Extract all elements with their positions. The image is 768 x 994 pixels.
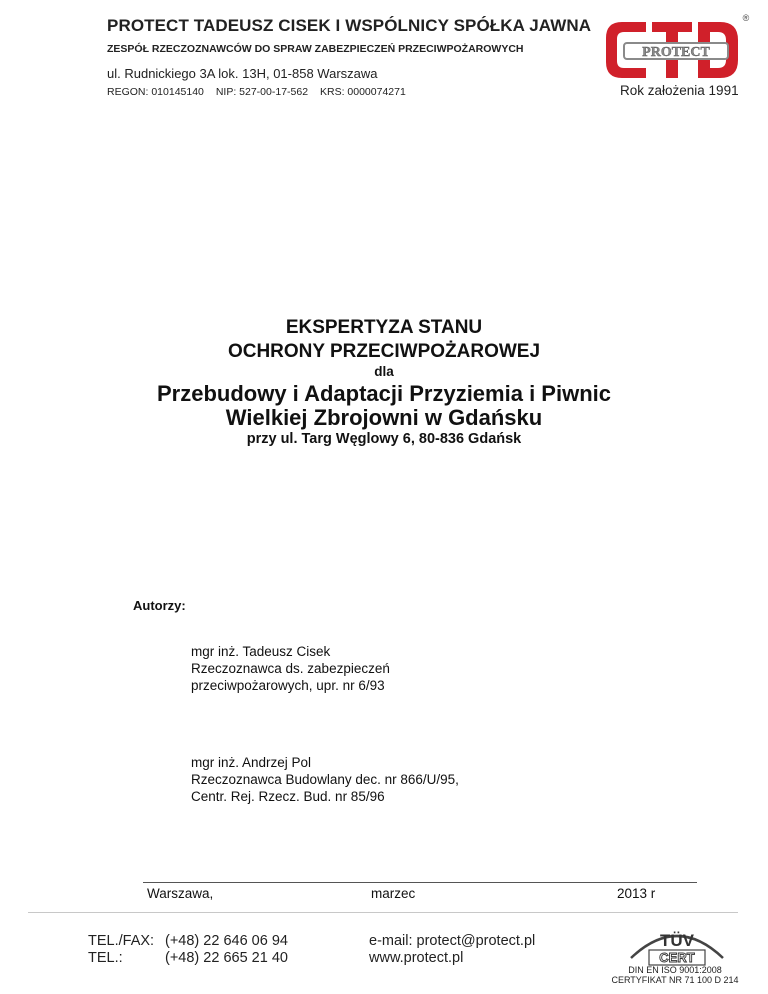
krs-number: KRS: 0000074271 — [319, 86, 406, 98]
company-address: ul. Rudnickiego 3A lok. 13H, 01-858 Warszawa — [107, 66, 378, 81]
document-title-connector: dla — [374, 364, 394, 379]
nip-number: NIP: 527-00-17-562 — [215, 86, 309, 98]
date-year: 2013 r — [617, 886, 656, 901]
place-city: Warszawa, — [147, 886, 214, 901]
author-detail: przeciwpożarowych, upr. nr 6/93 — [191, 678, 385, 693]
website-url: www.protect.pl — [369, 950, 464, 966]
founded-year: Rok założenia 1991 — [620, 83, 739, 98]
tel-label: TEL.: — [88, 950, 123, 966]
telfax-number: (+48) 22 646 06 94 — [165, 933, 288, 949]
author-detail: Centr. Rej. Rzecz. Bud. nr 85/96 — [191, 789, 385, 804]
registered-mark: ® — [742, 13, 750, 23]
regon-number: REGON: 010145140 — [107, 86, 204, 98]
document-title-line-1: EKSPERTYZA STANU — [285, 317, 483, 338]
iso-standard: DIN EN ISO 9001:2008 — [628, 965, 722, 975]
authors-label: Autorzy: — [133, 598, 186, 613]
project-name-line-2: Wielkiej Zbrojowni w Gdańsku — [225, 405, 543, 430]
signature-divider — [143, 882, 697, 883]
company-subtitle: ZESPÓŁ RZECZOZNAWCÓW DO SPRAW ZABEZPIECZEŃ PRZECIWPOŻAROWYCH — [107, 43, 524, 55]
author-name: mgr inż. Andrzej Pol — [191, 755, 312, 770]
project-name-line-1: Przebudowy i Adaptacji Przyziemia i Piwnic — [157, 381, 611, 406]
author-name: mgr inż. Tadeusz Cisek — [191, 644, 331, 659]
author-block — [191, 754, 459, 805]
tuv-logo-bottom: CERT — [659, 950, 695, 965]
email-address: e-mail: protect@protect.pl — [369, 933, 536, 949]
tel-number: (+48) 22 665 21 40 — [165, 950, 288, 966]
company-name: PROTECT TADEUSZ CISEK I WSPÓLNICY SPÓŁKA JAWNA — [107, 16, 592, 35]
logo-text: PROTECT — [642, 45, 710, 60]
author-block — [191, 643, 390, 694]
document-title-line-2: OCHRONY PRZECIWPOŻAROWEJ — [227, 341, 541, 362]
date-month: marzec — [371, 886, 416, 901]
tuv-logo-top: TÜV — [660, 931, 694, 950]
certificate-number: CERTYFIKAT NR 71 100 D 214 — [611, 975, 739, 985]
tuv-cert-logo — [627, 920, 727, 968]
protect-logo — [600, 12, 752, 84]
footer-divider — [28, 912, 738, 913]
project-address: przy ul. Targ Węglowy 6, 80-836 Gdańsk — [246, 431, 522, 447]
registration-numbers — [107, 86, 415, 98]
author-role: Rzeczoznawca ds. zabezpieczeń — [191, 661, 390, 676]
telfax-label: TEL./FAX: — [88, 933, 155, 949]
author-role: Rzeczoznawca Budowlany dec. nr 866/U/95, — [191, 772, 459, 787]
